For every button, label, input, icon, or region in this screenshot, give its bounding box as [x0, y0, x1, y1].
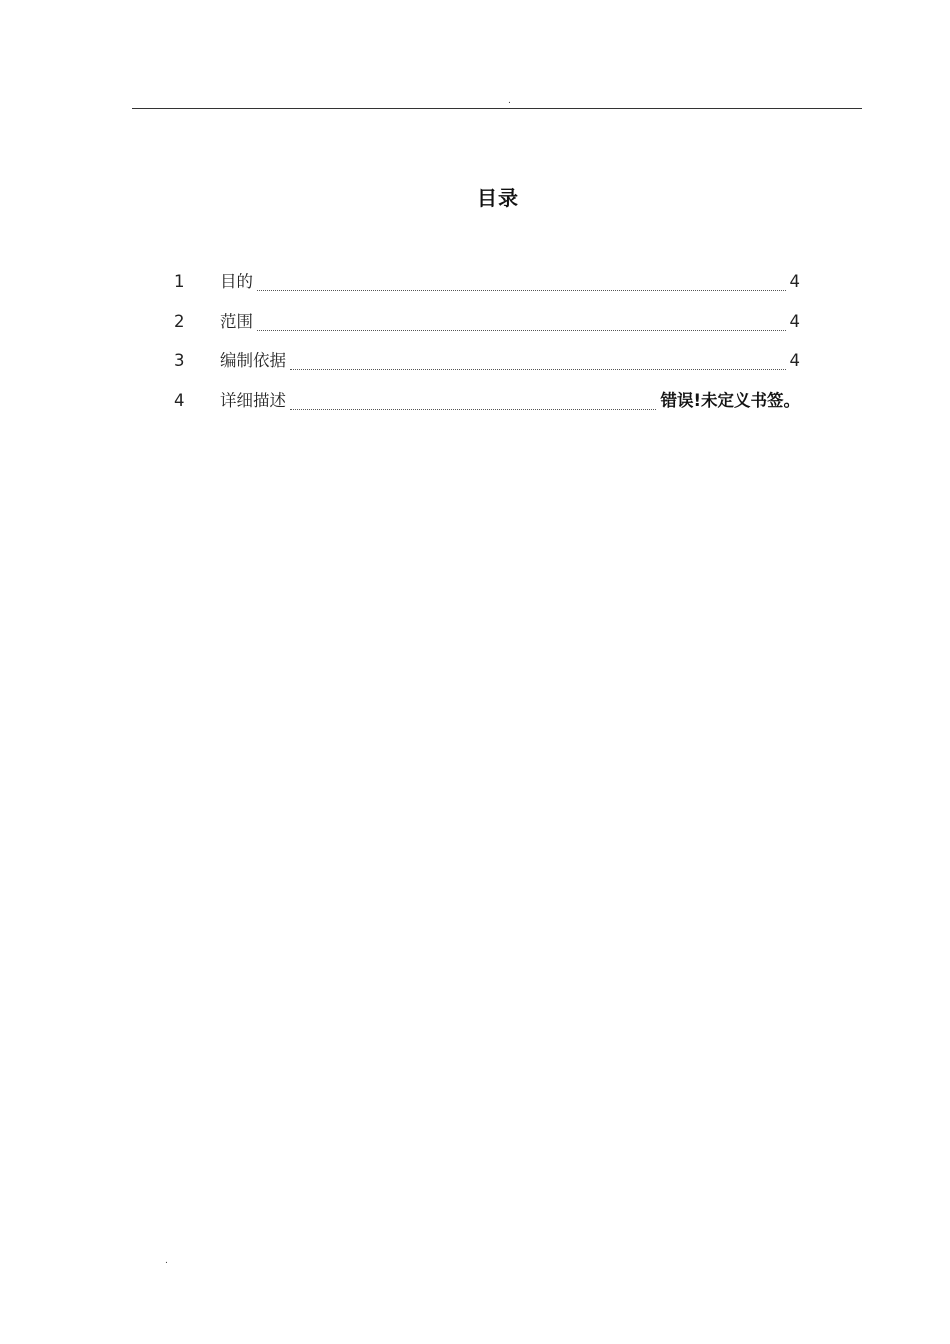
toc-entry[interactable] [174, 310, 800, 350]
toc-dot-leader [257, 312, 786, 331]
toc-entry-text: 详细描述 [220, 390, 286, 410]
toc-entry-text: 目的 [220, 272, 253, 291]
toc-dot-leader [290, 391, 656, 410]
toc-entry-number: 1 [174, 272, 185, 291]
toc-list [174, 270, 800, 428]
toc-entry[interactable] [174, 349, 800, 389]
toc-entry-number: 3 [174, 351, 185, 370]
header-mark: . [508, 96, 511, 106]
toc-entry-page: 4 [789, 351, 800, 370]
toc-entry-page-error: 错误!未定义书签。 [660, 390, 800, 410]
toc-entry-text: 编制依据 [220, 351, 286, 370]
toc-entry-number: 2 [174, 311, 185, 331]
toc-entry-page: 4 [789, 311, 800, 331]
footer-mark: . [165, 1256, 168, 1266]
toc-entry-number: 4 [174, 390, 185, 410]
toc-entry[interactable] [174, 270, 800, 310]
toc-entry-text: 范围 [220, 311, 253, 331]
toc-entry-page: 4 [789, 272, 800, 291]
toc-dot-leader [290, 351, 786, 370]
toc-entry[interactable] [174, 389, 800, 429]
toc-dot-leader [257, 272, 786, 291]
toc-title: 目录 [477, 186, 519, 210]
header-rule [132, 108, 862, 109]
